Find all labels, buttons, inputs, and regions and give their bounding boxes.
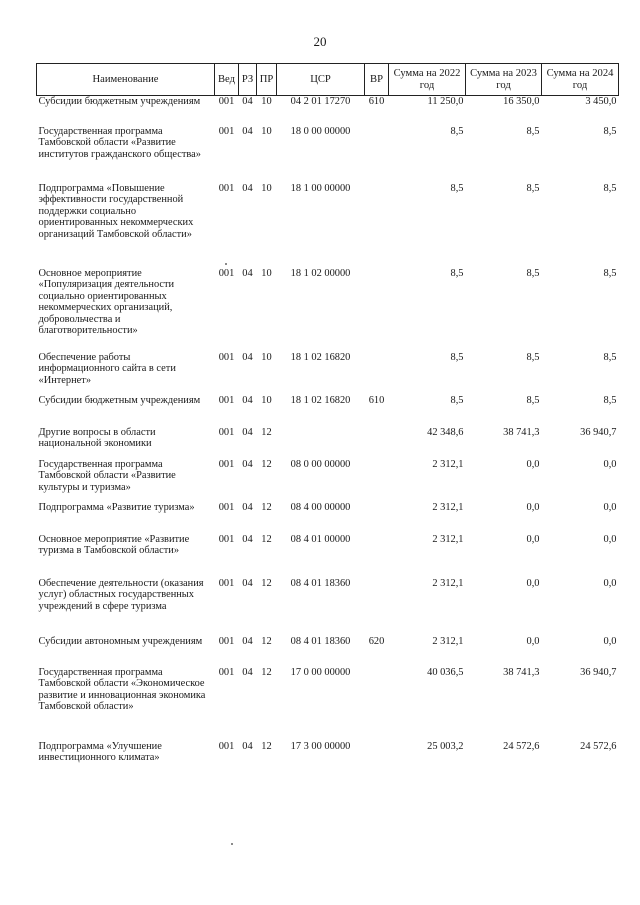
row-sum-2023: 24 572,6	[503, 740, 540, 752]
row-csr: 17 0 00 00000	[290, 666, 351, 678]
row-pr: 10	[261, 267, 272, 279]
row-pr: 12	[261, 533, 272, 545]
row-rz: 04	[242, 666, 253, 678]
row-rz: 04	[242, 182, 253, 194]
table-header-row	[37, 64, 619, 96]
row-sum-2024: 8,5	[603, 351, 617, 363]
row-name: Субсидии бюджетным учреждениям	[38, 96, 201, 107]
header-sum-2022: Сумма на 2022 год	[389, 64, 466, 96]
row-rz: 04	[242, 740, 253, 752]
row-sum-2023: 0,0	[526, 533, 540, 545]
row-name: Подпрограмма «Улучшение инвестиционного климата»	[38, 740, 162, 764]
row-ved: 001	[218, 182, 235, 194]
row-ved: 001	[218, 96, 235, 107]
row-sum-2023: 8,5	[526, 351, 540, 363]
row-sum-2022: 8,5	[450, 125, 464, 137]
row-sum-2024: 0,0	[603, 635, 617, 647]
row-sum-2024: 0,0	[603, 458, 617, 470]
row-ved: 001	[218, 351, 235, 363]
header-sum-2024: Сумма на 2024 год	[542, 64, 619, 96]
row-sum-2023: 38 741,3	[503, 426, 540, 438]
row-ved: 001	[218, 666, 235, 678]
row-ved: 001	[218, 577, 235, 589]
row-rz: 04	[242, 351, 253, 363]
row-pr: 12	[261, 666, 272, 678]
row-pr: 12	[261, 740, 272, 752]
row-csr: 18 1 02 16820	[290, 351, 351, 363]
row-sum-2023: 0,0	[526, 635, 540, 647]
row-csr: 08 0 00 00000	[290, 458, 351, 470]
row-sum-2022: 11 250,0	[427, 96, 464, 107]
row-rz: 04	[242, 501, 253, 513]
row-pr: 10	[261, 182, 272, 194]
table-row	[37, 268, 619, 352]
row-pr: 12	[261, 577, 272, 589]
row-sum-2022: 2 312,1	[432, 501, 464, 513]
header-pr: ПР	[257, 64, 277, 96]
row-pr: 12	[261, 635, 272, 647]
row-rz: 04	[242, 394, 253, 406]
header-csr: ЦСР	[277, 64, 365, 96]
row-sum-2023: 8,5	[526, 125, 540, 137]
header-vr: ВР	[365, 64, 389, 96]
row-pr: 12	[261, 458, 272, 470]
table-row	[37, 427, 619, 459]
row-sum-2024: 3 450,0	[585, 96, 617, 107]
row-csr: 17 3 00 00000	[290, 740, 351, 752]
row-sum-2023: 38 741,3	[503, 666, 540, 678]
row-rz: 04	[242, 426, 253, 438]
row-ved: 001	[218, 458, 235, 470]
row-sum-2023: 8,5	[526, 267, 540, 279]
row-name: Субсидии бюджетным учреждениям	[38, 394, 201, 406]
row-sum-2024: 8,5	[603, 182, 617, 194]
table-row	[37, 667, 619, 741]
row-rz: 04	[242, 267, 253, 279]
row-vr	[365, 427, 389, 459]
row-rz: 04	[242, 533, 253, 545]
table-row	[37, 459, 619, 502]
row-csr	[277, 427, 365, 459]
row-ved: 001	[218, 394, 235, 406]
row-sum-2022: 2 312,1	[432, 577, 464, 589]
table-row	[37, 96, 619, 126]
row-name: Государственная программа Тамбовской области «Экономическое развитие и инновационная экономика Тамбовской области»	[38, 666, 206, 713]
row-rz: 04	[242, 635, 253, 647]
row-csr: 08 4 01 18360	[290, 577, 351, 589]
row-ved: 001	[218, 740, 235, 752]
row-name: Государственная программа Тамбовской области «Развитие культуры и туризма»	[38, 458, 176, 493]
row-pr: 12	[261, 426, 272, 438]
table-row	[37, 126, 619, 183]
row-sum-2022: 42 348,6	[427, 426, 464, 438]
row-vr	[365, 741, 389, 771]
row-name: Подпрограмма «Повышение эффективности государственной поддержки социально ориентированных некоммерческих организаций Тамбовской области»	[38, 182, 194, 240]
row-sum-2023: 16 350,0	[503, 96, 540, 107]
row-sum-2022: 8,5	[450, 351, 464, 363]
row-sum-2022: 8,5	[450, 394, 464, 406]
row-vr	[365, 502, 389, 534]
row-vr: 610	[368, 96, 385, 107]
row-rz: 04	[242, 125, 253, 137]
table-row	[37, 352, 619, 395]
table-row	[37, 578, 619, 636]
row-sum-2022: 2 312,1	[432, 635, 464, 647]
scan-speck	[225, 263, 227, 265]
row-csr: 18 1 00 00000	[290, 182, 351, 194]
row-ved: 001	[218, 267, 235, 279]
row-vr	[365, 534, 389, 578]
row-vr	[365, 459, 389, 502]
row-vr	[365, 352, 389, 395]
row-csr: 04 2 01 17270	[290, 96, 351, 107]
header-name: Наименование	[37, 64, 215, 96]
row-rz: 04	[242, 96, 253, 107]
row-vr	[365, 667, 389, 741]
row-name: Основное мероприятие «Популяризация деятельности социально ориентированных некоммерческих организаций, добровольчества и благотворительности»	[38, 267, 175, 337]
table-row	[37, 636, 619, 667]
row-sum-2024: 8,5	[603, 267, 617, 279]
row-vr	[365, 268, 389, 352]
row-vr	[365, 126, 389, 183]
row-ved: 001	[218, 125, 235, 137]
table-row	[37, 395, 619, 427]
row-name: Подпрограмма «Развитие туризма»	[38, 501, 195, 513]
row-sum-2024: 0,0	[603, 577, 617, 589]
row-pr: 12	[261, 501, 272, 513]
header-sum-2023: Сумма на 2023 год	[466, 64, 542, 96]
row-ved: 001	[218, 501, 235, 513]
row-vr: 620	[368, 635, 385, 647]
row-ved: 001	[218, 533, 235, 545]
row-ved: 001	[218, 635, 235, 647]
table-row	[37, 183, 619, 268]
row-ved: 001	[218, 426, 235, 438]
scan-speck	[231, 843, 233, 845]
row-name: Государственная программа Тамбовской области «Развитие институтов гражданского общества»	[38, 125, 201, 160]
row-sum-2022: 8,5	[450, 267, 464, 279]
row-vr	[365, 183, 389, 268]
row-sum-2022: 2 312,1	[432, 458, 464, 470]
row-sum-2024: 24 572,6	[580, 740, 617, 752]
row-name: Субсидии автономным учреждениям	[38, 635, 203, 647]
row-sum-2022: 25 003,2	[427, 740, 464, 752]
row-name: Обеспечение деятельности (оказания услуг) областных государственных учреждений в сфере туризма	[38, 577, 204, 612]
header-ved: Вед	[215, 64, 239, 96]
row-sum-2024: 8,5	[603, 394, 617, 406]
row-csr: 18 0 00 00000	[290, 125, 351, 137]
row-name: Основное мероприятие «Развитие туризма в Тамбовской области»	[38, 533, 190, 557]
row-sum-2022: 40 036,5	[427, 666, 464, 678]
row-sum-2024: 0,0	[603, 533, 617, 545]
row-rz: 04	[242, 458, 253, 470]
row-sum-2022: 8,5	[450, 182, 464, 194]
row-csr: 08 4 01 18360	[290, 635, 351, 647]
row-name: Другие вопросы в области национальной экономики	[38, 426, 156, 450]
header-rz: РЗ	[239, 64, 257, 96]
table-row	[37, 502, 619, 534]
row-sum-2023: 0,0	[526, 501, 540, 513]
row-vr	[365, 578, 389, 636]
row-csr: 18 1 02 00000	[290, 267, 351, 279]
row-csr: 18 1 02 16820	[290, 394, 351, 406]
row-sum-2024: 36 940,7	[580, 666, 617, 678]
row-pr: 10	[261, 351, 272, 363]
table-row	[37, 534, 619, 578]
row-sum-2022: 2 312,1	[432, 533, 464, 545]
row-pr: 10	[261, 394, 272, 406]
row-sum-2023: 8,5	[526, 394, 540, 406]
row-sum-2023: 8,5	[526, 182, 540, 194]
row-sum-2024: 0,0	[603, 501, 617, 513]
row-csr: 08 4 01 00000	[290, 533, 351, 545]
budget-table	[36, 63, 619, 771]
page-number: 20	[313, 34, 327, 49]
row-vr: 610	[368, 394, 385, 406]
table-row	[37, 741, 619, 771]
row-pr: 10	[261, 125, 272, 137]
row-csr: 08 4 00 00000	[290, 501, 351, 513]
row-sum-2024: 36 940,7	[580, 426, 617, 438]
row-name: Обеспечение работы информационного сайта в сети «Интернет»	[38, 351, 176, 386]
row-sum-2023: 0,0	[526, 577, 540, 589]
row-pr: 10	[261, 96, 272, 107]
row-rz: 04	[242, 577, 253, 589]
row-sum-2024: 8,5	[603, 125, 617, 137]
row-sum-2023: 0,0	[526, 458, 540, 470]
